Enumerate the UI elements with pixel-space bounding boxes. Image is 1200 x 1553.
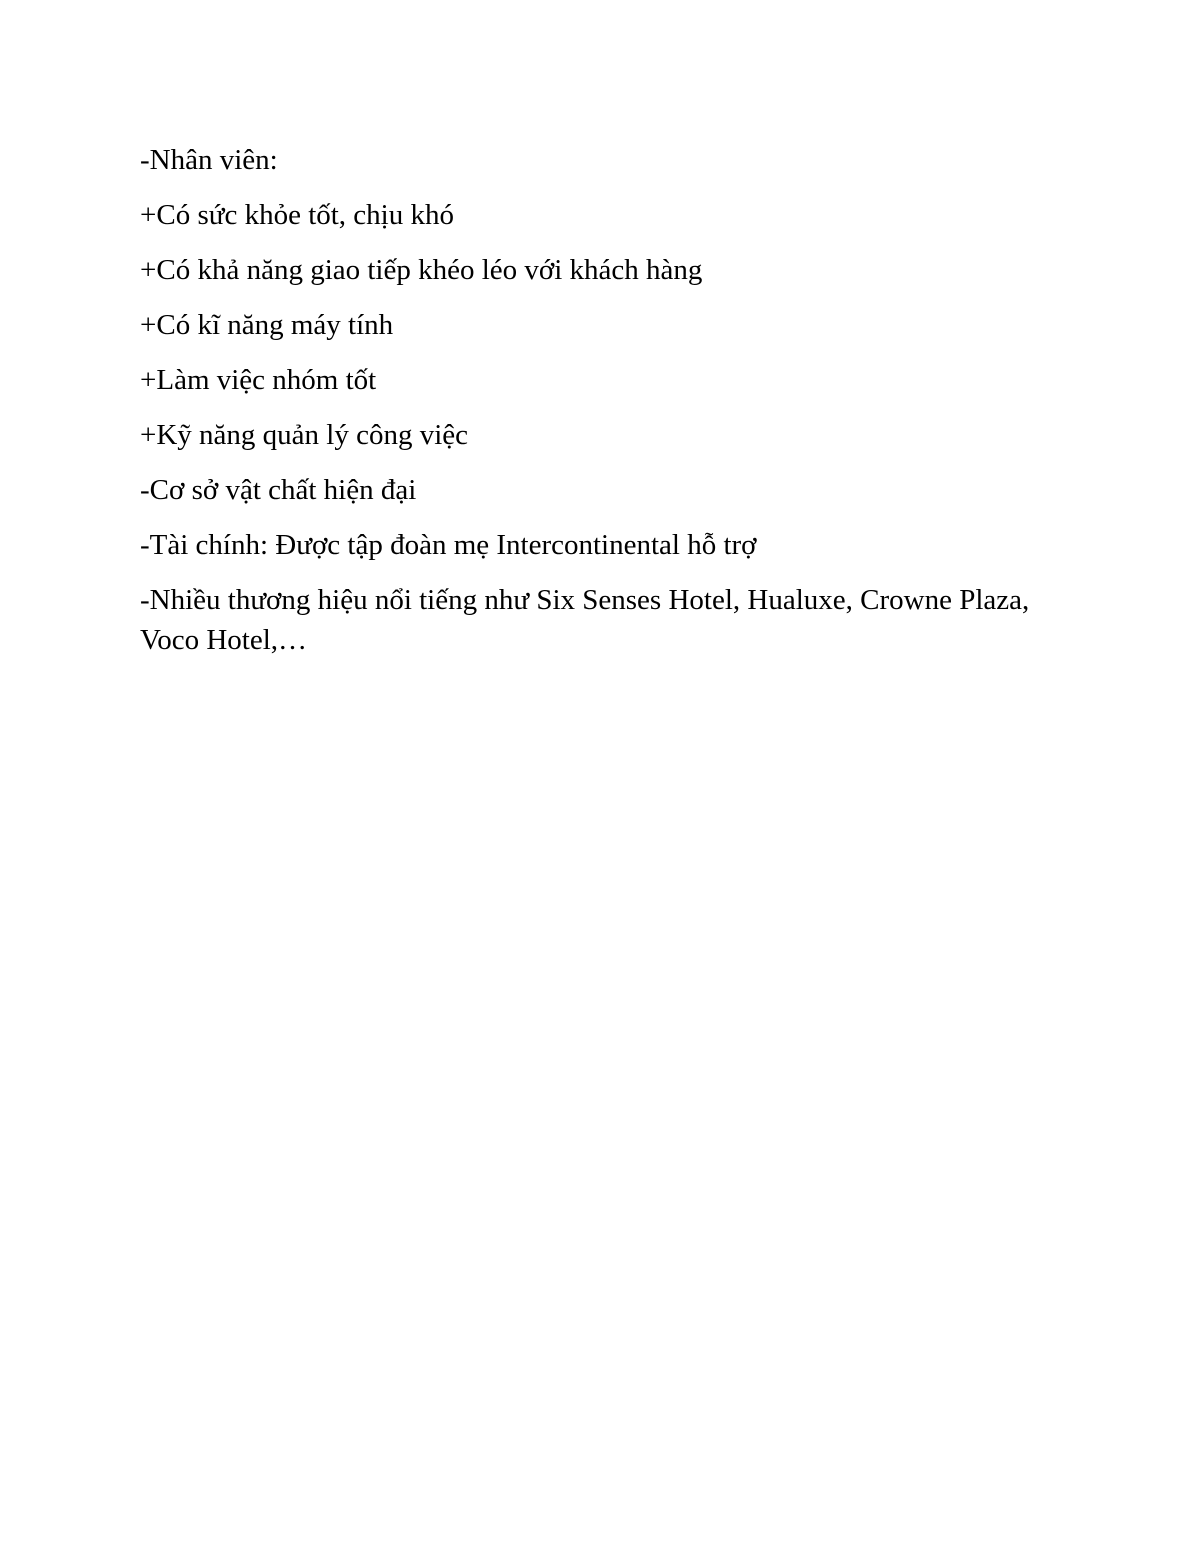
finance-item: -Tài chính: Được tập đoàn mẹ Intercontinental hỗ trợ — [140, 529, 757, 561]
staff-item-teamwork: +Làm việc nhóm tốt — [140, 364, 377, 396]
staff-item-communication: +Có khả năng giao tiếp khéo léo với khách hàng — [140, 254, 703, 286]
heading-staff: -Nhân viên: — [140, 144, 278, 176]
facilities-item: -Cơ sở vật chất hiện đại — [140, 474, 417, 506]
brands-item: -Nhiều thương hiệu nổi tiếng như Six Senses Hotel, Hualuxe, Crowne Plaza, Voco Hotel,… — [140, 584, 1030, 656]
document-body — [140, 140, 1040, 675]
staff-item-computer-skills: +Có kĩ năng máy tính — [140, 309, 394, 341]
staff-item-health: +Có sức khỏe tốt, chịu khó — [140, 199, 454, 231]
staff-item-work-management: +Kỹ năng quản lý công việc — [140, 419, 469, 451]
